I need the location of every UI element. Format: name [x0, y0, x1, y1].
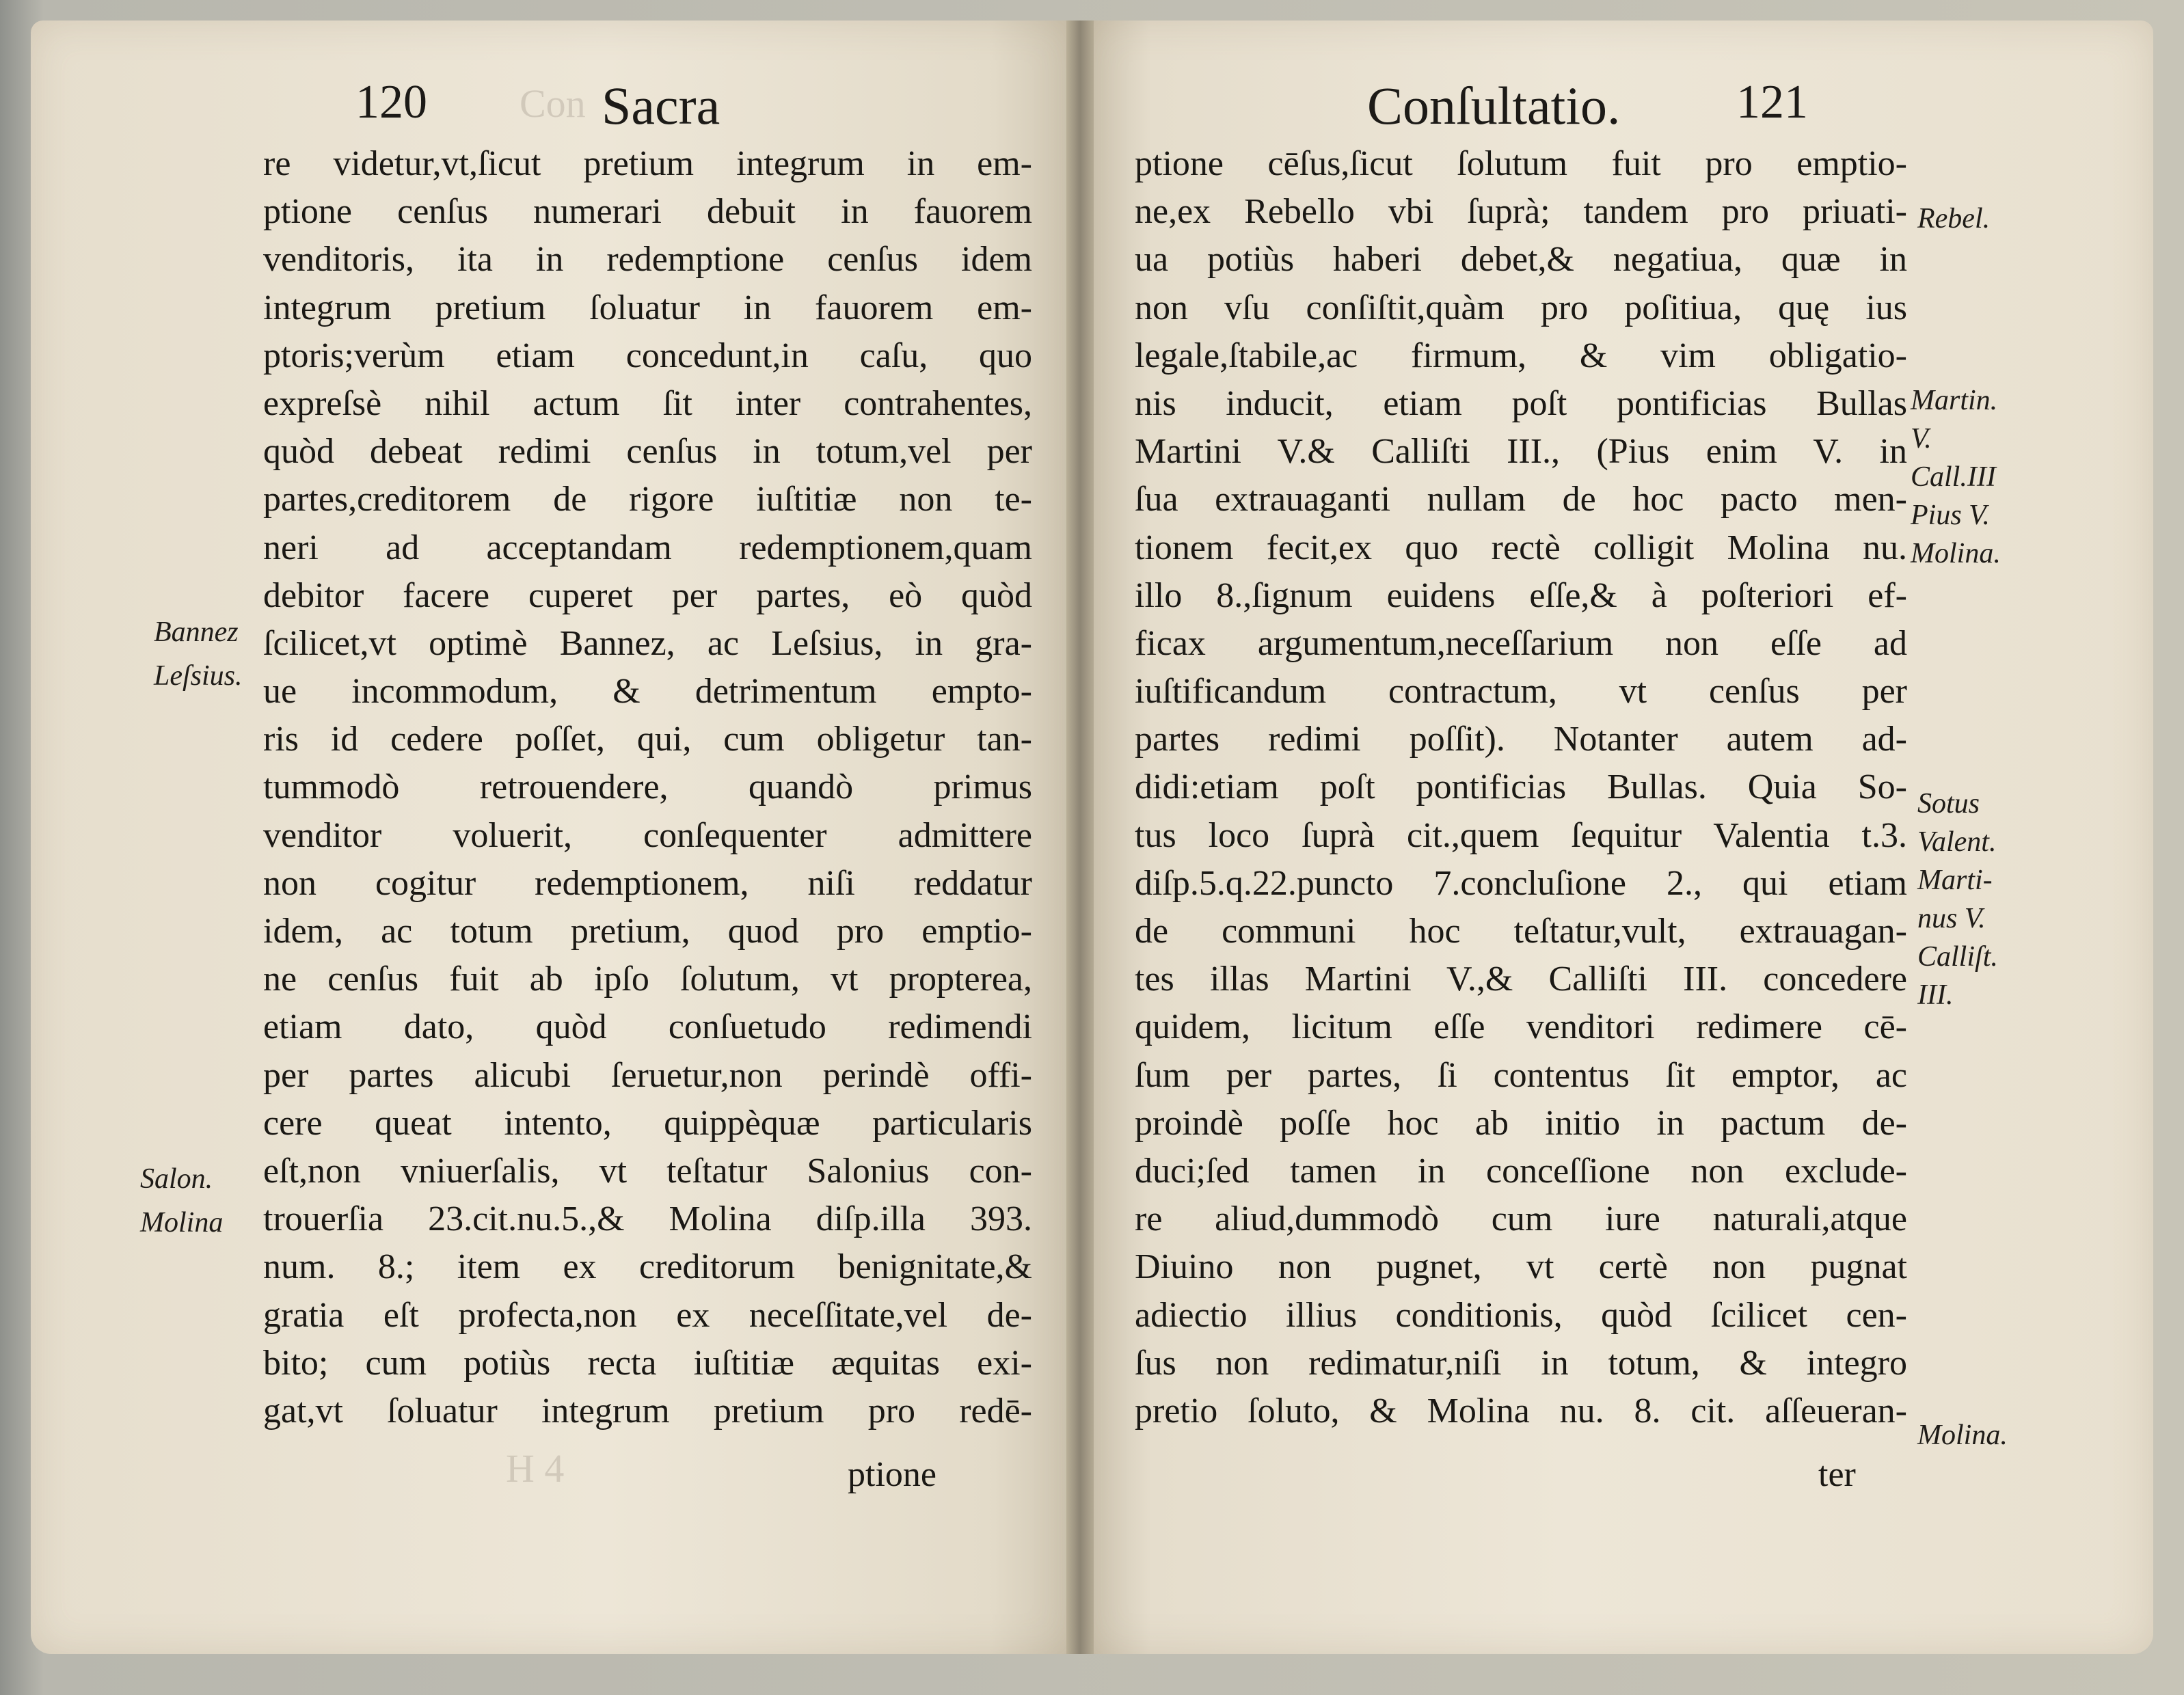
text-line: proindè poſſe hoc ab initio in pactum de-	[1135, 1103, 1907, 1143]
text-line: didi:etiam poſt pontificias Bullas. Quia So-	[1135, 768, 1907, 807]
margin-note: Molina.	[1911, 538, 2001, 569]
margin-note: nus V.	[1917, 903, 1986, 934]
text-line: pretio ſoluto, & Molina nu. 8. cit. aſſeueran-	[1135, 1391, 1907, 1430]
text-line: expreſsè nihil actum ſit inter contrahentes,	[263, 383, 1032, 423]
text-line: de communi hoc teſtatur,vult, extrauagan-	[1135, 912, 1907, 951]
text-line: legale,ſtabile,ac firmum, & vim obligatio-	[1135, 336, 1907, 375]
text-line: ptoris;verùm etiam concedunt,in caſu, quo	[263, 336, 1032, 375]
text-line: diſp.5.q.22.puncto 7.concluſione 2., qui etiam	[1135, 863, 1907, 903]
text-line: neri ad acceptandam redemptionem,quam	[263, 528, 1032, 567]
right-body-text	[1135, 140, 1907, 1435]
text-line: Martini V.& Calliſti III., (Pius enim V. in	[1135, 432, 1907, 472]
margin-note: Rebel.	[1917, 203, 1991, 234]
margin-note: Sotus	[1917, 788, 1980, 819]
text-line: iuſtificandum contractum, vt cenſus per	[1135, 672, 1907, 711]
right-margin-note-molina	[1917, 1413, 2008, 1457]
text-line: tes illas Martini V.,& Calliſti III. concedere	[1135, 960, 1907, 999]
show-through-head: Con	[520, 81, 586, 126]
text-line: ſus non redimatur,niſi in totum, & integro	[1135, 1343, 1907, 1383]
text-line: bito; cum potiùs recta iuſtitiæ æquitas exi-	[263, 1343, 1032, 1383]
text-line: ficax argumentum,neceſſarium non eſſe ad	[1135, 623, 1907, 663]
text-line: ſum per partes, ſi contentus ſit emptor, ac	[1135, 1055, 1907, 1095]
text-line: tionem fecit,ex quo rectè colligit Molina nu.	[1135, 528, 1907, 567]
right-margin-note-rebel	[1917, 197, 1990, 241]
margin-note: Calliſt.	[1917, 941, 1998, 973]
text-line: per partes alicubi ſeruetur,non perindè offi-	[263, 1055, 1032, 1095]
text-line: tus loco ſuprà cit.,quem ſequitur Valentia t.3.	[1135, 815, 1907, 855]
text-line: re videtur,vt,ſicut pretium integrum in em-	[263, 144, 1032, 183]
text-line: ue incommodum, & detrimentum empto-	[263, 672, 1032, 711]
text-line: etiam dato, quòd conſuetudo redimendi	[263, 1007, 1032, 1047]
text-line: venditoris, ita in redemptione cenſus idem	[263, 240, 1032, 280]
right-margin-notes-sotus	[1917, 785, 1998, 1014]
text-line: idem, ac totum pretium, quod pro emptio-	[263, 912, 1032, 951]
text-line: partes redimi poſſit). Notanter autem ad-	[1135, 720, 1907, 759]
text-line: ſcilicet,vt optimè Bannez, ac Leſsius, in gra-	[263, 623, 1032, 663]
left-page-number: 120	[355, 76, 427, 128]
text-line: ris id cedere poſſet, qui, cum obligetur tan-	[263, 720, 1032, 759]
book-gutter	[1066, 21, 1094, 1654]
text-line: integrum pretium ſoluatur in fauorem em-	[263, 288, 1032, 327]
text-line: num. 8.; item ex creditorum benignitate,&	[263, 1247, 1032, 1287]
left-running-head: Sacra	[602, 76, 720, 135]
text-line: duci;ſed tamen in conceſſione non exclude-	[1135, 1151, 1907, 1191]
margin-note: Call.III	[1911, 461, 1996, 493]
text-line: quidem, licitum eſſe venditori redimere cē-	[1135, 1007, 1907, 1047]
margin-note: Bannez	[154, 616, 239, 648]
margin-note: III.	[1917, 979, 1954, 1011]
left-body-text	[263, 140, 1032, 1435]
text-line: adiectio illius conditionis, quòd ſcilicet cen-	[1135, 1295, 1907, 1335]
text-line: debitor facere cuperet per partes, eò quòd	[263, 575, 1032, 615]
left-margin-notes-bottom	[140, 1157, 223, 1245]
text-line: gat,vt ſoluatur integrum pretium pro redē-	[263, 1391, 1032, 1430]
text-line: re aliud,dummodò cum iure naturali,atque	[1135, 1199, 1907, 1239]
text-line: tummodò retrouendere, quandò primus	[263, 768, 1032, 807]
right-catchword: ter	[1818, 1455, 1856, 1494]
right-margin-notes-martin	[1911, 381, 2001, 573]
margin-note: Marti-	[1917, 865, 1993, 896]
margin-note: V.	[1911, 423, 1932, 455]
text-line: ſua extrauaganti nullam de hoc pacto men-	[1135, 480, 1907, 519]
text-line: venditor voluerit, conſequenter admittere	[263, 815, 1032, 855]
margin-note: Leſsius.	[154, 660, 243, 692]
text-line: non vſu conſiſtit,quàm pro poſitiua, quę ius	[1135, 288, 1907, 327]
left-catchword: ptione	[848, 1455, 936, 1494]
text-line: ptione cenſus numerari debuit in fauorem	[263, 192, 1032, 232]
margin-note: Martin.	[1911, 385, 1998, 416]
margin-note: Pius V.	[1911, 500, 1990, 531]
text-line: ne,ex Rebello vbi ſuprà; tandem pro priuati-	[1135, 192, 1907, 232]
margin-note: Molina.	[1917, 1420, 2008, 1451]
text-line: cere queat intento, quippèquæ particularis	[263, 1103, 1032, 1143]
right-running-head: Conſultatio.	[1367, 76, 1621, 135]
text-line: non cogitur redemptionem, niſi reddatur	[263, 863, 1032, 903]
text-line: gratia eſt profecta,non ex neceſſitate,vel de-	[263, 1295, 1032, 1335]
text-line: illo 8.,ſignum euidens eſſe,& à poſteriori ef-	[1135, 575, 1907, 615]
show-through-foot: H 4	[506, 1446, 565, 1491]
text-line: ua potiùs haberi debet,& negatiua, quæ in	[1135, 240, 1907, 280]
text-line: eſt,non vniuerſalis, vt teſtatur Salonius con-	[263, 1151, 1032, 1191]
margin-note: Salon.	[140, 1163, 213, 1195]
left-margin-notes-top	[154, 610, 243, 698]
text-line: ptione cēſus,ſicut ſolutum fuit pro emptio-	[1135, 144, 1907, 183]
text-line: ne cenſus fuit ab ipſo ſolutum, vt propterea,	[263, 960, 1032, 999]
right-page-number: 121	[1736, 76, 1808, 128]
text-line: nis inducit, etiam poſt pontificias Bullas	[1135, 383, 1907, 423]
text-line: Diuino non pugnet, vt certè non pugnat	[1135, 1247, 1907, 1287]
text-line: trouerſia 23.cit.nu.5.,& Molina diſp.illa 393.	[263, 1199, 1032, 1239]
text-line: quòd debeat redimi cenſus in totum,vel per	[263, 432, 1032, 472]
margin-note: Valent.	[1917, 826, 1997, 858]
text-line: partes,creditorem de rigore iuſtitiæ non te-	[263, 480, 1032, 519]
margin-note: Molina	[140, 1207, 224, 1238]
